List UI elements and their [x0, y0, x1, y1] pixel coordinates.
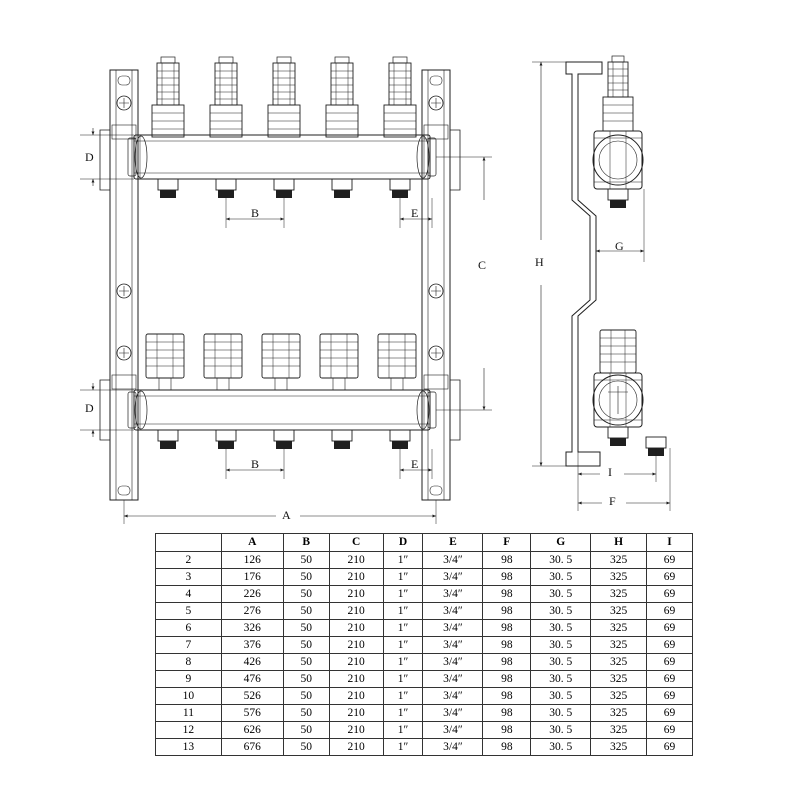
table-header-e: E: [423, 534, 483, 552]
cell-b: 50: [283, 552, 329, 569]
dim-label-c: C: [478, 258, 487, 272]
table-row: [156, 654, 693, 671]
cell-f: 98: [483, 654, 531, 671]
cell-a: 276: [221, 603, 283, 620]
dim-label-e-top: E: [411, 206, 419, 220]
cell-i: 69: [647, 620, 693, 637]
cell-e: 3/4″: [423, 552, 483, 569]
cell-f: 98: [483, 722, 531, 739]
cell-a: 526: [221, 688, 283, 705]
cell-f: 98: [483, 603, 531, 620]
cell-i: 69: [647, 569, 693, 586]
cell-h: 325: [591, 620, 647, 637]
cell-h: 325: [591, 671, 647, 688]
cell-a: 326: [221, 620, 283, 637]
table-header-row: [156, 534, 693, 552]
table-row: [156, 722, 693, 739]
table-row: [156, 569, 693, 586]
cell-f: 98: [483, 620, 531, 637]
table-row: [156, 620, 693, 637]
table-header-a: A: [221, 534, 283, 552]
cell-f: 98: [483, 569, 531, 586]
cell-c: 210: [329, 739, 383, 756]
cell-i: 69: [647, 671, 693, 688]
cell-g: 30. 5: [531, 620, 591, 637]
cell-g: 30. 5: [531, 637, 591, 654]
cell-b: 50: [283, 569, 329, 586]
cell-a: 576: [221, 705, 283, 722]
cell-c: 210: [329, 688, 383, 705]
cell-d: 1″: [383, 688, 423, 705]
table-header-h: H: [591, 534, 647, 552]
table-row: [156, 705, 693, 722]
dim-label-i: I: [608, 465, 612, 479]
cell-b: 50: [283, 671, 329, 688]
cell-d: 1″: [383, 552, 423, 569]
cell-f: 98: [483, 637, 531, 654]
cell-d: 1″: [383, 603, 423, 620]
cell-d: 1″: [383, 722, 423, 739]
dimension-table: [155, 533, 693, 756]
cell-h: 325: [591, 705, 647, 722]
dim-label-d-top: D: [85, 150, 94, 164]
table-header-i: I: [647, 534, 693, 552]
cell-ways: 8: [156, 654, 222, 671]
cell-e: 3/4″: [423, 603, 483, 620]
cell-d: 1″: [383, 620, 423, 637]
cell-a: 226: [221, 586, 283, 603]
cell-e: 3/4″: [423, 654, 483, 671]
cell-h: 325: [591, 654, 647, 671]
cell-c: 210: [329, 552, 383, 569]
cell-h: 325: [591, 637, 647, 654]
cell-g: 30. 5: [531, 569, 591, 586]
cell-f: 98: [483, 688, 531, 705]
cell-ways: 2: [156, 552, 222, 569]
cell-b: 50: [283, 637, 329, 654]
cell-b: 50: [283, 586, 329, 603]
cell-h: 325: [591, 569, 647, 586]
cell-i: 69: [647, 722, 693, 739]
cell-g: 30. 5: [531, 722, 591, 739]
cell-c: 210: [329, 620, 383, 637]
cell-a: 626: [221, 722, 283, 739]
dimension-table-container: [155, 533, 693, 756]
cell-ways: 3: [156, 569, 222, 586]
dim-label-d-bottom: D: [85, 401, 94, 415]
table-header-g: G: [531, 534, 591, 552]
cell-g: 30. 5: [531, 586, 591, 603]
cell-ways: 11: [156, 705, 222, 722]
cell-i: 69: [647, 739, 693, 756]
dim-label-b-bottom: B: [251, 457, 260, 471]
cell-b: 50: [283, 654, 329, 671]
cell-ways: 7: [156, 637, 222, 654]
table-row: [156, 586, 693, 603]
dim-label-g: G: [615, 239, 624, 253]
cell-d: 1″: [383, 654, 423, 671]
cell-h: 325: [591, 739, 647, 756]
cell-e: 3/4″: [423, 569, 483, 586]
cell-g: 30. 5: [531, 552, 591, 569]
cell-i: 69: [647, 552, 693, 569]
cell-ways: 13: [156, 739, 222, 756]
cell-h: 325: [591, 688, 647, 705]
table-row: [156, 739, 693, 756]
cell-e: 3/4″: [423, 722, 483, 739]
cell-e: 3/4″: [423, 637, 483, 654]
table-row: [156, 688, 693, 705]
cell-ways: 10: [156, 688, 222, 705]
cell-a: 176: [221, 569, 283, 586]
cell-f: 98: [483, 671, 531, 688]
cell-ways: 4: [156, 586, 222, 603]
side-view: [566, 56, 666, 466]
cell-d: 1″: [383, 586, 423, 603]
cell-h: 325: [591, 552, 647, 569]
cell-b: 50: [283, 739, 329, 756]
cell-d: 1″: [383, 739, 423, 756]
cell-e: 3/4″: [423, 688, 483, 705]
cell-d: 1″: [383, 671, 423, 688]
cell-d: 1″: [383, 705, 423, 722]
cell-c: 210: [329, 705, 383, 722]
table-header-c: C: [329, 534, 383, 552]
cell-a: 126: [221, 552, 283, 569]
cell-b: 50: [283, 620, 329, 637]
cell-i: 69: [647, 705, 693, 722]
cell-i: 69: [647, 637, 693, 654]
cell-ways: 12: [156, 722, 222, 739]
cell-e: 3/4″: [423, 671, 483, 688]
cell-ways: 6: [156, 620, 222, 637]
cell-a: 376: [221, 637, 283, 654]
cell-d: 1″: [383, 569, 423, 586]
cell-g: 30. 5: [531, 654, 591, 671]
cell-f: 98: [483, 586, 531, 603]
cell-b: 50: [283, 722, 329, 739]
cell-g: 30. 5: [531, 688, 591, 705]
cell-h: 325: [591, 603, 647, 620]
cell-h: 325: [591, 722, 647, 739]
cell-e: 3/4″: [423, 739, 483, 756]
table-row: [156, 552, 693, 569]
cell-c: 210: [329, 586, 383, 603]
table-row: [156, 603, 693, 620]
cell-ways: 5: [156, 603, 222, 620]
cell-c: 210: [329, 637, 383, 654]
cell-e: 3/4″: [423, 620, 483, 637]
cell-e: 3/4″: [423, 705, 483, 722]
cell-h: 325: [591, 586, 647, 603]
front-view-dimensions: [80, 128, 492, 524]
cell-a: 676: [221, 739, 283, 756]
dim-label-e-bottom: E: [411, 457, 419, 471]
table-header-ways: [156, 534, 222, 552]
cell-f: 98: [483, 552, 531, 569]
table-row: [156, 671, 693, 688]
cell-f: 98: [483, 739, 531, 756]
table-header-f: F: [483, 534, 531, 552]
cell-i: 69: [647, 688, 693, 705]
side-view-dimensions: [532, 62, 670, 511]
cell-a: 476: [221, 671, 283, 688]
cell-g: 30. 5: [531, 603, 591, 620]
cell-c: 210: [329, 654, 383, 671]
dim-label-a: A: [282, 508, 291, 522]
cell-c: 210: [329, 569, 383, 586]
cell-g: 30. 5: [531, 671, 591, 688]
cell-b: 50: [283, 705, 329, 722]
dim-label-f: F: [609, 494, 616, 508]
dim-label-h: H: [535, 255, 544, 269]
cell-i: 69: [647, 654, 693, 671]
cell-g: 30. 5: [531, 739, 591, 756]
cell-d: 1″: [383, 637, 423, 654]
cell-e: 3/4″: [423, 586, 483, 603]
cell-b: 50: [283, 688, 329, 705]
table-header-d: D: [383, 534, 423, 552]
cell-ways: 9: [156, 671, 222, 688]
table-row: [156, 637, 693, 654]
dim-label-b-top: B: [251, 206, 260, 220]
cell-i: 69: [647, 603, 693, 620]
cell-a: 426: [221, 654, 283, 671]
cell-i: 69: [647, 586, 693, 603]
cell-f: 98: [483, 705, 531, 722]
cell-g: 30. 5: [531, 705, 591, 722]
cell-c: 210: [329, 603, 383, 620]
table-header-b: B: [283, 534, 329, 552]
cell-c: 210: [329, 722, 383, 739]
front-view: [100, 57, 460, 500]
cell-c: 210: [329, 671, 383, 688]
cell-b: 50: [283, 603, 329, 620]
